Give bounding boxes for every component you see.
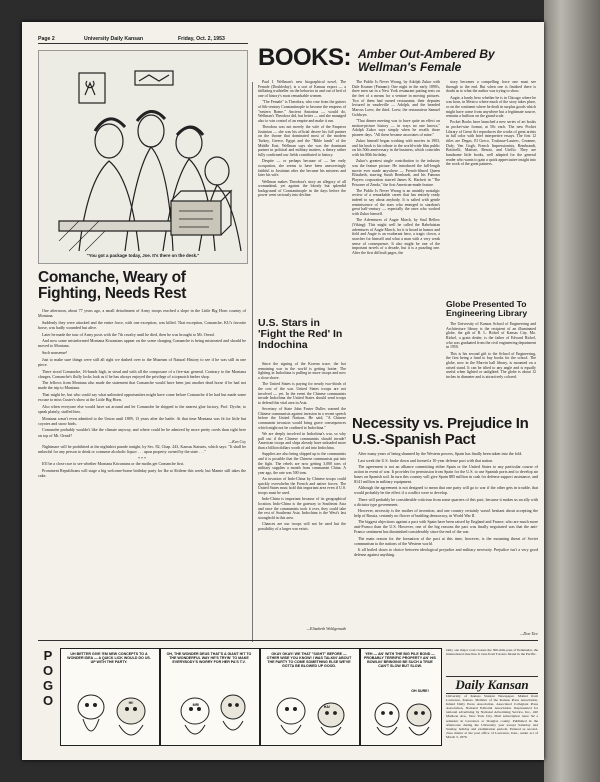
- spain-headline: Necessity vs. Prejudice In U.S.-Spanish Pact: [352, 415, 529, 448]
- spain-paragraph: However, necessity is the mother of invention, and one country certainly wasn't hesitant about accepting the help of Russia, certainly no flower of budding democracy, in World War II.: [354, 508, 538, 518]
- header-rule: [38, 43, 248, 44]
- indochina-paragraph: The United States is paying for nearly two-thirds of the cost of the war. United States troops are not involved — yet. In the event the Chinese communists invade Indochina the United States should send troops to defend this vital area in Asia.: [258, 382, 346, 405]
- spain-paragraph: The main reason for the formation of the pact at this time, however, is the mounting threat of Soviet communism to the nations of the Western world.: [354, 535, 538, 546]
- comanche-paragraph: Montana wasn't even admitted to the Union until 1889, 13 years after the battle. At that time Montana was fit for little but coyotes and snow birds.: [38, 415, 246, 426]
- books-col-1-paragraph: Despite — or perhaps because of — her early occupation, she seems to have been unswervingly faithful to Justinian after she became his mistress and later his wife.: [258, 159, 346, 178]
- indochina-headline: U.S. Stars in 'Fight the Red' In Indochina: [258, 317, 343, 352]
- pogo-panel-1: [60, 648, 160, 746]
- comanche-paragraph: It'll be a close race to see whether Montana Kiwanians or the moths get Comanche first.: [42, 461, 185, 467]
- panel-2-sfx: MR!: [192, 703, 200, 707]
- comanche-signature: —Ken Coy: [228, 439, 246, 445]
- newspaper-page: [22, 22, 544, 760]
- comanche-paragraph: Prominent Republicans will stage a big welcome-home birthday party for Ike at Abilene this week; but Mamie still takes the cake.: [38, 467, 246, 478]
- books-col-2-paragraph: "That dinner meeting was to have quite an effect on motion-picture history — in ways no one knows," Adolph Zukor says simply when he recalls those pioneer days. "All these became associates of mine.": [352, 118, 440, 137]
- comics-top-rule: [38, 640, 538, 641]
- books-col-1-paragraph: "The Female" is Theodora, who rose from the gutters of 6th-century Constantinople to become the empress of "eastern Rome." Ancient Antonina — would do, Wellman's Theodora did, but better — and she managed also to win control of an empire and make it run.: [258, 100, 346, 123]
- pogo-panel-3: [260, 648, 360, 746]
- page-number: Page 2: [38, 36, 55, 42]
- panel-4-sfx: OH SURE!: [411, 689, 429, 693]
- globe-paragraph: This is his second gift to the School of Engineering, the first being a fund to buy books for the school. The globe, now in the Marvin hall library, is mounted on a raised stand. It can be tilted to any angle and is equally useful when lighted or unlighted. The globe is about 12 inches in diameter and is attractively colored.: [446, 351, 536, 379]
- comanche-paragraph: There stood Comanche, 16-hands high, in stead and with all the composure of a five-star general. Contrary to the Montana charges, Comanche's fluffy locks look as if he has always enjoyed the privilege of a topnotch barber shop.: [38, 368, 246, 379]
- comanche-paragraph: That might be, but who could say what unlimited opportunities might have come before Comanche if he had but made some excuse to miss Custer's show at the Little Big Horn.: [38, 392, 246, 403]
- globe-paragraph: The University of Kansas School of Engineering and Architecture library is the recipient of an illuminated globe, the gift of R. L. Rickel of Kansas City, Mo. Rickel, a grain dealer, is the father of Edward Rickel, who was graduated from the civil engineering department in 1950.: [446, 322, 536, 350]
- panel-2-dialogue: OH, THE WONDER DEUS THAT'S A GIANT HIT TO THE WONDERFUL WAY HE'S TRYIN' TO MAKE EVERYBODY'S WORRY FOR HER PA'S T.V.: [166, 652, 252, 665]
- books-col-2-paragraph: The Public Is Never Wrong, by Adolph Zukor with Dale Kramer (Putnam): One night in the early 1890's, three men sat in a New York restaurant putting tests on the feet of a means for a venture in moving pictures. Two of them had owned restaurants; their deputies lectured in vaudeville — Adolph, and the bearded Marcus Loew, the third. Loew, the restaurateur Samuel Goldwyn.: [352, 80, 440, 117]
- indochina-paragraph: Secretary of State John Foster Dulles warned the Chinese communists against invasion in a recent speech before the United Nations. He said, "A Chinese communist invasion would bring grave consequences which might not be confined to Indochina.": [258, 407, 346, 430]
- books-col-3-paragraph: Augie, a hardy hero whether he is in Chicago where he was born, in Mexico where much of the story takes place, or on the continent where he dealt in surplus goods which might have come from anywhere but a legitimate source, remains a buffoon on the grand scale.: [446, 95, 536, 119]
- spain-paragraph: It all boiled down to choice between ideological prejudice and military necessity. Prejudice isn't a very good defense against anything.: [354, 547, 538, 558]
- pogo-title-block: [38, 648, 58, 738]
- books-col-2-paragraph: The Adventures of Augie March, by Saul Bellow (Viking): This might well be called the Rabelaisian adventures of Augie March, for it is broad in humor and field and Augie is an exuberant hero, a tragic clown, a searcher for himself and what a man with a very weak sense of consequence. It also might be one of the important novels of a decade, but it is a puzzling one. After the first difficult pages, the: [352, 218, 440, 255]
- panel-3-art: [261, 681, 359, 745]
- spain-article-body: [354, 452, 538, 630]
- books-col-1-paragraph: Paul I. Wellman's new biographical novel, The Female (Doubleday), is a sort of Kansas export — a titillating truthteller on the behavior in and out of bed of one of history's most remarkable women.: [258, 80, 346, 98]
- books-col-3-paragraph: story becomes a compelling force one must see through to the end. But when one is finished there is doubt as to what the author was trying to show.: [446, 80, 536, 94]
- indochina-paragraph: An invasion of Indo-China by Chinese troops could quickly overwhelm the French and native forces. The United States must hold this important area even if U.S. troops must be used.: [258, 477, 346, 496]
- comanche-paragraph: Comanche probably wouldn't like the climate anyway, and where could he be admired by more pretty coeds than right here on top of Mt. Oread?: [38, 427, 246, 438]
- comanche-paragraph: Later he made the tour of Army posts with the 7th cavalry until he died, then he was brought to Mt. Oread.: [42, 331, 215, 337]
- spain-paragraph: The agreement is not an alliance committing either Spain or the United States to any particular course of action in event of war. It provides for permission from Spain for the U.S. to use Spanish ports and to develop air bases on Spanish soil. In turn this country will give Spain $85 million in cash for defense support assistance, and $141 million in military equipment.: [354, 464, 538, 484]
- indochina-paragraph: Since the signing of the Korean truce, the hot remaining war in the world is getting hotter. The fighting in Indochina is pulling in more troops and now a close shave.: [258, 362, 346, 380]
- panel-1-sfx: HI!: [128, 701, 134, 705]
- spain-paragraph: The biggest objections against a pact with Spain have been raised by England and France, who are much more anti-Franco than the U.S. However, one of the big reasons the pact was finally negotiated was that the anti-Franco sentiment has diminished considerably since the end of the war.: [354, 519, 538, 535]
- issue-date: Friday, Oct. 2, 1953: [178, 36, 225, 42]
- globe-article-body: [446, 322, 536, 412]
- comanche-paragraph: Such nonsense!: [42, 350, 68, 356]
- comanche-paragraph: Nightmare will be prohibited at the nightshirt parade tonight, by Sec. 82, Chap. 243, Kansas Statutes, which says: "It shall be unlawful for any person to drink or consume alcoholic liquor . . . upon property owned by the state . . .": [38, 444, 246, 455]
- pogo-panel-2: [160, 648, 260, 746]
- masthead-body: University of Kansas Student Newspaper. Mailed from Lawrence, Kansas. Member of the Kansas Press Association, Inland Daily Press Association, Associated Collegiate Press Association, National Editorial Association. Represented for national advertising by National Advertising Service, Inc., 420 Madison Ave., New York City. Mail subscription rates: $2 a semester in Lawrence or Douglas county. Published in the afternoons during the University year except Saturday and Sunday, holiday and examination periods. Entered as second-class matter at the post office of Lawrence, Kan., under act of March 3, 1879.: [446, 694, 538, 739]
- cartoon-caption: "You got a package today, Joe. It's there on the desk.": [86, 253, 200, 258]
- indochina-paragraph: Chances are our troops will not be used but the possibility of a larger war exists.: [258, 522, 346, 531]
- spain-paragraph: After many years of being shunned by the Western powers, Spain has finally been taken into the fold.: [358, 452, 523, 456]
- books-col-1-paragraph: Wellman makes Theodora's story an allegory of all womankind, yet against the bloody but splendid background of Constantinople in the days before the power went seriously into decline.: [258, 179, 346, 198]
- books-column-2: [352, 80, 440, 410]
- books-col-2-paragraph: Zukor himself began working with movies in 1903, and his book is his tribute to the world-wide film public on his 50th anniversary in the business, which coincides with his 80th birthday.: [352, 139, 440, 158]
- section-separator: * * *: [137, 456, 147, 462]
- adjacent-page-edge: [544, 0, 600, 782]
- comanche-paragraph: Suddenly they were attacked and the entire force, with one exception, was killed. That exception, Comanche, KU's favorite horse, was badly wounded but alive.: [38, 319, 246, 330]
- spain-paragraph: There will probably be considerable criticism from some quarters of this pact, because it makes us an ally with a dictator type government.: [354, 496, 538, 507]
- panel-3-dialogue: OKAY OKAY! WE THAT "SIGHT" BEFORE — OTHER WISE YOU KNOW! I WAS TALKIN' ABOUT THE PARTY TO COME SOMETHING ELSE WE'VE GOTTA BE BLOWED UP GOOD.: [266, 652, 352, 669]
- comanche-headline: Comanche, Weary of Fighting, Needs Rest: [38, 269, 187, 302]
- comanche-paragraph: Just to make sure things were still all right we dashed over to the Museum of Natural History to see if he was still in one piece.: [38, 356, 246, 367]
- books-label: BOOKS:: [258, 44, 351, 71]
- spain-paragraph: Although the agreement is not designed to mean that one party will go to war if the other gets in trouble, that would probably be the effect if a conflict were to develop.: [354, 485, 538, 496]
- comanche-article-body: [38, 308, 246, 636]
- panel-1-art: [61, 677, 159, 745]
- books-col-3-paragraph: Pocket Books have launched a new series of art books in pocket-size format, at 50c each. The new Pocket Library of Great Art reproduces the works of great artists in full color with brief interpretive essays. The first 12 titles are Degas, El Greco, Toulouse-Lautrec, Cezanne, Dufy, Van Gogh, French Impressionists, Rembrandt, Botticelli, Matisse, Renoir, and Utrillo. They are handsome little books, well adapted for the general reader who wants to gain a quick appreciative insight into the work of the great painters.: [446, 120, 536, 167]
- panel-1-dialogue: UH BETTER GIVE 'EM NEW CONCEPTS TO A WONDER IDEA — A QUICK LICK WOULD DO US. UP WITH THE PARTY.: [67, 652, 151, 665]
- masthead-logo: Daily Kansan: [446, 676, 538, 694]
- pogo-panel-4: [360, 648, 442, 746]
- indochina-article-body: [258, 362, 346, 624]
- masthead-intro: Only one major road crosses the 300-mile pass of Peninsular, the international date line. It runs from Toronto Island in the Pacific.: [446, 648, 538, 657]
- pogo-title-letter: O: [42, 663, 54, 678]
- pogo-title-letter: G: [42, 678, 54, 693]
- pogo-title-letter: P: [43, 648, 53, 663]
- paper-name: University Daily Kansan: [84, 36, 144, 42]
- spain-paragraph: Last week the U.S. broke down and formed a 10-year defense pact with that nation.: [358, 457, 494, 463]
- spain-signature: —Don Tice: [519, 631, 538, 636]
- cartoon-drawing: [39, 51, 247, 263]
- globe-headline: Globe Presented To Engineering Library: [446, 299, 528, 319]
- indochina-paragraph: We are deeply involved in Indochina's war, so why pull out if the Chinese communists should invade? American troops and ships already have unloaded more than a billion dollars worth of aid into Indochina.: [258, 431, 346, 450]
- books-col-2-paragraph: Zukor's greatest single contribution to the industry was the feature picture. He introduced the full-length movie ever made anywhere — French-filmed Queen Elizabeth, starring Sarah Bernhardt, and his Famous Players corporation starred James K. Hackett in "The Prisoner of Zenda," the first American-made feature.: [352, 159, 440, 187]
- panel-3-sfx: HA!: [323, 705, 331, 709]
- pogo-title-letter: O: [42, 693, 54, 708]
- books-col-2-paragraph: The Public Is Never Wrong is an amiably nostalgic review of a remarkable career that has entirely ready indeed to say about anybody. It is salted with gentle reminiscence of the stars who emerged to stardom's great half-century — especially the ones who worked with Zukor himself.: [352, 188, 440, 217]
- panel-2-art: [161, 677, 259, 745]
- comanche-paragraph: And now some misinformed Montana Kiwanians appear on the scene charging Comanche is being mistreated and should be moved to Montana.: [38, 338, 246, 349]
- comanche-paragraph: One afternoon, about 77 years ago, a small detachment of Army troops reached a slope in the Little Big Horn country of Montana.: [38, 308, 246, 319]
- books-col-1-paragraph: Theodora was not merely the wife of the Emperor Justinian — she was his official decree his full partner on the throne that dominated most of the modern Turkey, Greece, Egypt and the "Bible lands" of the Middle East. Wellman says she was the dominant partner in political and military matters, a theory rather fully confirmed our fields contributed to history.: [258, 125, 346, 158]
- panel-4-dialogue: YEH — AN' WITH THE BIG PILE BOND — PROBABLY TERRIFIC PROPERTY AN' HIS BOWLIN' BRINGING BE SUCH A TRUE CAN'T SLOW BUT SLOW.: [364, 652, 436, 669]
- books-column-1: [258, 80, 346, 312]
- pogo-title: [38, 648, 58, 708]
- panel-4-art: [361, 685, 441, 745]
- comanche-paragraph: Also when everyone else would have sat around and let Comanche be shipped to the nearest glue factory, Prof. Dyche, to speak plainly, stuffed him.: [38, 403, 246, 414]
- indochina-paragraph: Indo-China is important because of its geographical location. Indo-China is the gateway to Southeast Asia and once the communists took it over, they could take the rest of Southeast Asia. Indochina is the West's last stronghold in this area.: [258, 497, 346, 520]
- editorial-cartoon: [38, 50, 248, 264]
- books-subtitle: Amber Out-Ambered By Wellman's Female: [358, 47, 495, 74]
- column-divider: [252, 82, 253, 642]
- books-column-3: [446, 80, 536, 296]
- comanche-paragraph: The fellows from Montana also made the statement that Comanche would have been just another dead horse if he had not made the trip to Montana.: [38, 380, 246, 391]
- indochina-paragraph: Supplies are also being shipped up to the communists and it is possible that the Chinese communists put into the fight. The rebels are now getting 3,000 tons of military supplies a month from communist China. A year ago, the rate was 500 tons.: [258, 452, 346, 475]
- indochina-signature: —Elizabeth Wohlgemuth: [306, 626, 346, 631]
